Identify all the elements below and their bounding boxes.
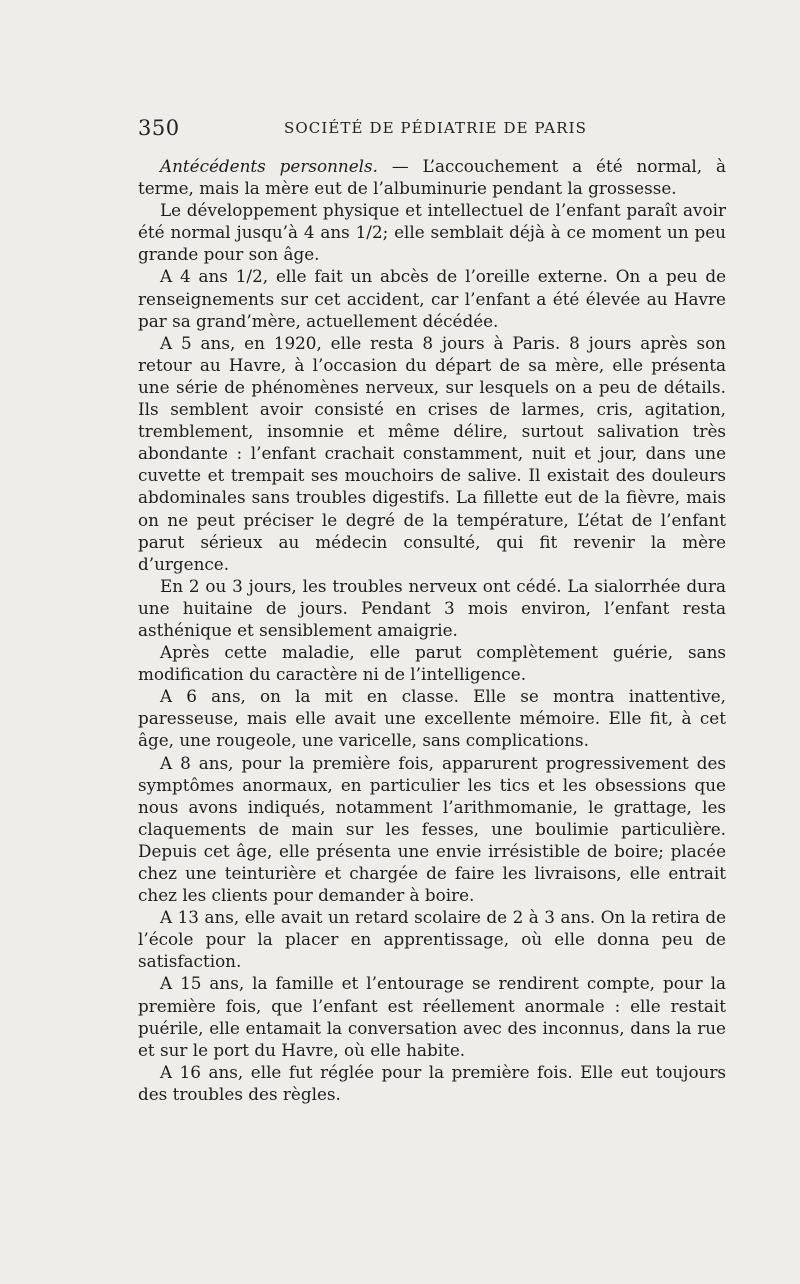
paragraph: Le développement physique et intellectuel de l’enfant paraît avoir été normal jusqu’à 4 ans 1/2; elle semblait déjà à ce moment un peu grande pour son âge. — [138, 200, 726, 265]
paragraph: A 15 ans, la famille et l’entourage se rendirent compte, pour la première fois, que l’enfant est réellement anormale : elle restait puérile, elle entamait la conversation avec des inconnus, dans la rue et sur le port du Havre, où elle habite. — [138, 973, 726, 1060]
paragraph: A 5 ans, en 1920, elle resta 8 jours à Paris. 8 jours après son retour au Havre, à l’occasion du départ de sa mère, elle présenta une série de phénomènes nerveux, sur lesquels on a peu de détails. Ils semblent avoir consisté en crises de larmes, cris, agitation, tremblement, insomnie et même délire, surtout salivation très abondante : l’enfant crachait constamment, nuit et jour, dans une cuvette et trempait ses mouchoirs de salive. Il existait des douleurs abdominales sans troubles digestifs. La fillette eut de la fièvre, mais on ne peut préciser le degré de la température, L’état de l’enfant parut sérieux au médecin consulté, qui fit revenir la mère d’urgence. — [138, 332, 726, 574]
paragraph: A 16 ans, elle fut réglée pour la première fois. Elle eut toujours des troubles des règles. — [138, 1061, 726, 1104]
paragraph: A 6 ans, on la mit en classe. Elle se montra inattentive, paresseuse, mais elle avait une excellente mémoire. Elle fit, à cet âge, une rougeole, une varicelle, sans complications. — [138, 686, 726, 751]
page-number: 350 — [138, 116, 180, 140]
paragraph: A 13 ans, elle avait un retard scolaire de 2 à 3 ans. On la retira de l’école pour la placer en apprentissage, où elle donna peu de satisfaction. — [138, 907, 726, 972]
paragraph — [138, 155, 726, 199]
paragraph: En 2 ou 3 jours, les troubles nerveux ont cédé. La sialorrhée dura une huitaine de jours. Pendant 3 mois environ, l’enfant resta asthénique et sensiblement amaigrie. — [138, 575, 726, 640]
paragraph: A 8 ans, pour la première fois, apparurent progressivement des symptômes anormaux, en particulier les tics et les obsessions que nous avons indiqués, notamment l’arithmomanie, le grattage, les claquements de main sur les fesses, une boulimie particulière. Depuis cet âge, elle présenta une envie irrésistible de boire; placée chez une teinturière et chargée de faire les livraisons, elle entrait chez les clients pour demander à boire. — [138, 752, 726, 906]
journal-title: SOCIÉTÉ DE PÉDIATRIE DE PARIS — [284, 119, 588, 137]
paragraph-text: — L’accouchement a été normal, à terme, mais la mère eut de l’albuminurie pendant la grossesse. — [138, 156, 727, 199]
running-head — [138, 116, 726, 144]
paragraph: Après cette maladie, elle parut complètement guérie, sans modification du caractère ni de l’intelligence. — [138, 642, 726, 685]
paragraph: A 4 ans 1/2, elle fait un abcès de l’oreille externe. On a peu de renseignements sur cet accident, car l’enfant a été élevée au Havre par sa grand’mère, actuellement décédée. — [138, 266, 726, 331]
article-body — [138, 155, 726, 1105]
section-lead: Antécédents personnels. — [160, 156, 378, 176]
